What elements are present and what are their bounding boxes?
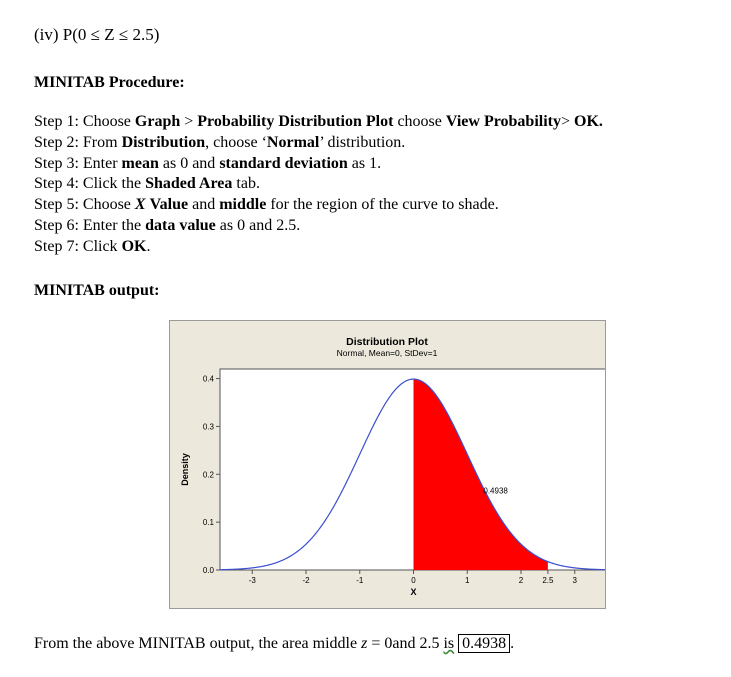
step-text: . — [146, 237, 151, 255]
step-text: Step 5: Choose — [34, 196, 135, 214]
step-bold: X — [134, 196, 146, 214]
step-7 — [34, 237, 603, 258]
answer-box: 0.4938 — [458, 634, 510, 653]
x-tick-label: 2.5 — [542, 576, 554, 585]
conclusion-is: is — [443, 635, 455, 652]
step-bold: Shaded Area — [145, 175, 233, 193]
step-text: Step 6: Enter the — [34, 216, 146, 234]
step-1 — [34, 112, 603, 133]
distribution-plot — [169, 320, 606, 609]
step-bold: View Probability — [445, 113, 561, 130]
step-text: tab. — [232, 175, 260, 193]
step-text: Step 1: Choose — [34, 113, 135, 130]
step-6 — [34, 216, 603, 237]
step-5 — [34, 195, 603, 216]
area-annotation: 0.4938 — [483, 486, 508, 496]
y-tick-label: 0.2 — [202, 470, 214, 480]
x-tick-label: 0 — [411, 576, 416, 585]
step-text: ’ distribution. — [319, 133, 406, 151]
x-tick-label: 1 — [465, 576, 470, 585]
step-text: , choose ‘ — [205, 133, 267, 151]
step-bold: Probability Distribution Plot — [197, 113, 394, 130]
step-bold: middle — [219, 196, 267, 214]
step-bold: mean — [121, 154, 159, 172]
chart-subtitle: Normal, Mean=0, StDev=1 — [336, 348, 438, 358]
conclusion — [34, 634, 514, 654]
step-bold: Graph — [134, 113, 181, 130]
step-bold: OK. — [574, 113, 603, 130]
x-axis-ticks — [249, 570, 578, 585]
step-bold: OK — [121, 237, 147, 255]
conclusion-and: and — [392, 635, 416, 652]
output-heading: MINITAB output: — [34, 282, 160, 299]
y-tick-label: 0.3 — [202, 422, 214, 432]
y-tick-label: 0.0 — [202, 566, 214, 575]
y-axis-label: Density — [180, 453, 190, 486]
step-text: as 1. — [347, 154, 382, 172]
y-tick-label: 0.4 — [202, 374, 214, 384]
step-bold: Normal — [266, 133, 320, 151]
part-title: (iv) P(0 ≤ Z ≤ 2.5) — [34, 25, 160, 44]
step-4 — [34, 174, 603, 195]
conclusion-equals: = 0 — [367, 635, 393, 652]
procedure-steps — [34, 112, 603, 258]
step-bold: data value — [145, 216, 216, 234]
step-2 — [34, 133, 603, 154]
step-text: Step 2: From — [34, 133, 122, 151]
plot-area — [220, 369, 605, 570]
step-text: Step 4: Click the — [34, 175, 146, 193]
step-text: > — [560, 113, 575, 130]
y-tick-label: 0.1 — [202, 518, 214, 528]
step-text: Step 7: Click — [34, 237, 122, 255]
x-tick-label: -3 — [248, 576, 256, 585]
conclusion-upper: 2.5 — [415, 635, 444, 652]
x-tick-label: 2 — [518, 576, 524, 585]
conclusion-text: From the above MINITAB output, the area middle — [34, 635, 362, 652]
step-text: as 0 and — [158, 154, 220, 172]
step-text: > — [180, 113, 198, 130]
x-axis-label: X — [410, 587, 417, 597]
step-text: for the region of the curve to shade. — [266, 196, 499, 214]
x-tick-label: 3 — [572, 576, 577, 585]
z-variable: z — [361, 635, 368, 652]
step-text: choose — [393, 113, 446, 130]
step-text: and — [188, 196, 220, 214]
step-bold: Distribution — [121, 133, 206, 151]
step-bold: Value — [149, 196, 189, 214]
x-tick-label: -2 — [302, 576, 310, 585]
distribution-plot-svg — [170, 321, 605, 608]
step-text: Step 3: Enter — [34, 154, 122, 172]
y-axis-ticks — [203, 375, 220, 575]
step-text: as 0 and 2.5. — [215, 216, 301, 234]
step-bold: standard deviation — [219, 154, 348, 172]
x-tick-label: -1 — [356, 576, 364, 585]
step-3 — [34, 154, 603, 175]
procedure-heading: MINITAB Procedure: — [34, 74, 185, 91]
conclusion-period: . — [510, 635, 515, 652]
chart-title: Distribution Plot — [346, 336, 428, 348]
